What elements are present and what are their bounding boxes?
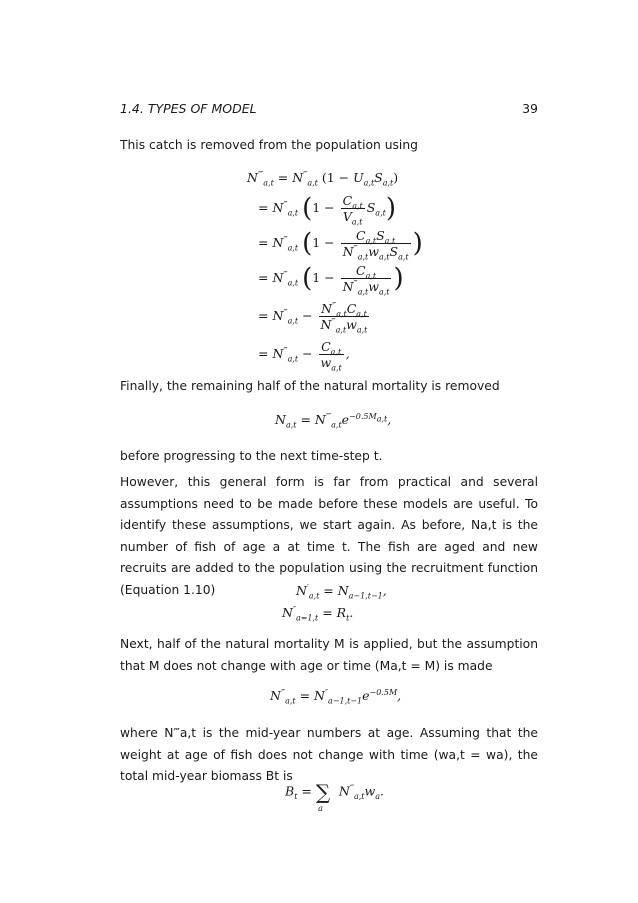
paragraph-finally: Finally, the remaining half of the natural mortality is removed xyxy=(120,379,500,393)
equation-line-2: = $N^‴_{a,t}$ (1 − $\frac{C_{a,t}}{V_{a,t}}$ $S_{a,t}$) xyxy=(258,193,396,227)
equation-line-6: = $N^‴_{a,t}$ − $\frac{C_{a,t}}{w_{a,t}}$ , xyxy=(258,339,350,373)
equation-line-4: = $N^‴_{a,t}$ (1 − $\frac{C_{a,t}}{N^‴_{a,t}w_{a,t}}$ ) xyxy=(258,263,404,297)
equation-natural-mortality: $N_{a,t} = N^⁗_{a,t}e^{-0.5M_{a,t}}$, xyxy=(275,411,392,430)
equation-aging: $N'_{a,t} = N_{a-1,t-1}$, xyxy=(296,582,387,601)
running-header: 1.4. TYPES OF MODEL xyxy=(120,101,257,116)
paragraph-half-mortality: Next, half of the natural mortality M is applied, but the assumption that M does not change with age or time (Ma,t = M) is made xyxy=(120,637,538,673)
paragraph-catch-removed: This catch is removed from the population using xyxy=(120,138,418,152)
equation-mid-year: $N^‴_{a,t} = N''_{a-1,t-1}e^{-0.5M}$, xyxy=(270,687,402,706)
equation-recruitment: $N''_{a=1,t} = R_t$. xyxy=(282,604,354,623)
equation-line-1: $N^⁗_{a,t} = N^‴_{a,t}$ $(1 - U_{a,t}S_{a,t})$ xyxy=(247,169,399,188)
paragraph-assumptions: However, this general form is far from practical and several assumptions need to be made before these models are useful. To identify these assumptions, we start again. As before, Na,t is the number of fish of age a at time t. The fish are aged and new recruits are added to the population using the recruitment function (Equation 1.10) xyxy=(120,475,538,597)
equation-line-3: = $N^‴_{a,t}$ (1 − $\frac{C_{a,t}S_{a,t}}{N^‴_{a,t}w_{a,t}S_{a,t}}$ ) xyxy=(258,228,423,262)
equation-biomass: $B_t = \sum_a$ $N^‴_{a,t}w_a$. xyxy=(285,780,384,813)
paragraph-time-step: before progressing to the next time-step t. xyxy=(120,449,383,463)
equation-line-5: = $N^‴_{a,t}$ − $\frac{N^‴_{a,t}C_{a,t}}{N^‴_{a,t}w_{a,t}}$ xyxy=(258,300,368,335)
page-number: 39 xyxy=(522,101,538,116)
paragraph-mid-year-biomass: where N‴a,t is the mid-year numbers at age. Assuming that the weight at age of fish does not change with time (wa,t = wa), the total mid-year biomass Bt is xyxy=(120,726,538,783)
